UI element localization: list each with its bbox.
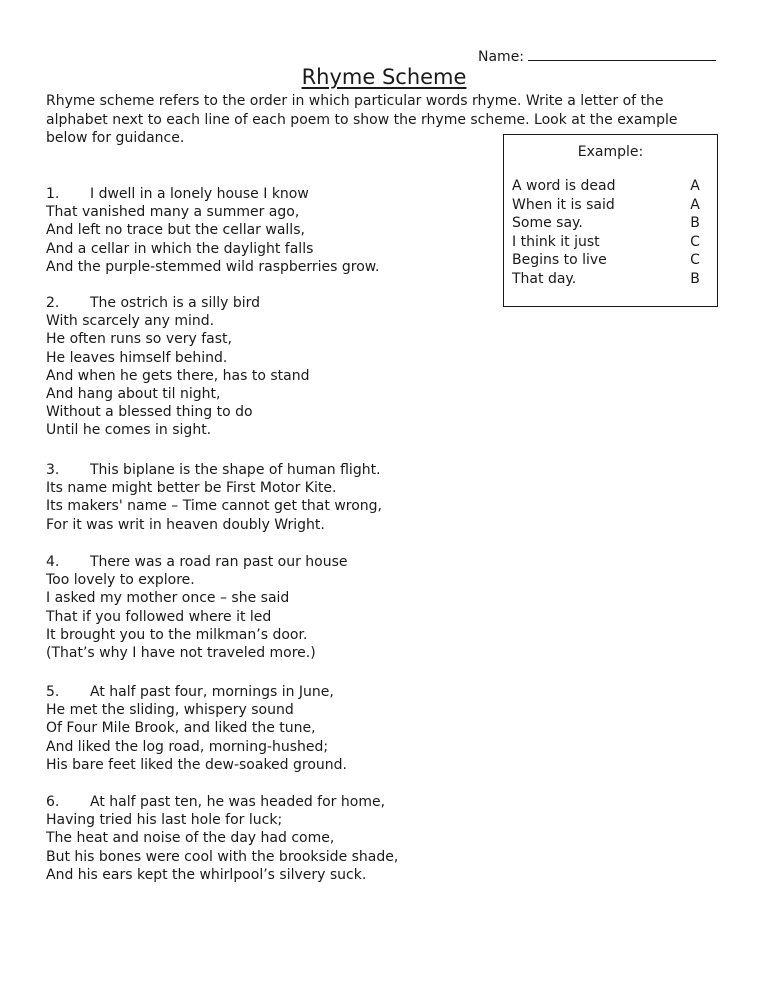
poem-line-text: At half past four, mornings in June, <box>90 684 334 700</box>
poem-line <box>46 553 348 571</box>
poem-line: And when he gets there, has to stand <box>46 367 310 384</box>
poem-line: That vanished many a summer ago, <box>46 204 300 221</box>
poem-line: Its makers' name – Time cannot get that wrong, <box>46 498 382 515</box>
poem-line-text: There was a road ran past our house <box>90 554 348 570</box>
example-line <box>512 214 707 233</box>
name-label: Name: <box>478 49 525 65</box>
poem-line <box>46 793 398 811</box>
poem-line <box>46 683 347 701</box>
example-heading: Example: <box>577 144 644 160</box>
poem-line-text: I dwell in a lonely house I know <box>90 186 309 202</box>
poem-line: He met the sliding, whispery sound <box>46 702 294 719</box>
poem-line: With scarcely any mind. <box>46 313 215 330</box>
example-line-letter: B <box>690 270 700 287</box>
example-line-text: A word is dead <box>512 178 616 194</box>
example-line-letter: A <box>690 178 700 194</box>
poem-line-text: The ostrich is a silly bird <box>90 295 261 311</box>
poem-line: And hang about til night, <box>46 386 221 403</box>
instructions: Rhyme scheme refers to the order in which particular words rhyme. Write a letter of the alphabet next to each line of each poem to show the rhyme scheme. Look at the example below for guidance. <box>46 93 678 146</box>
example-line-text: I think it just <box>512 233 600 250</box>
example-box <box>503 134 718 307</box>
example-line-text: When it is said <box>512 196 615 213</box>
example-lines <box>512 177 707 288</box>
name-field <box>478 46 716 66</box>
example-line-text: Begins to live <box>512 252 607 268</box>
example-line <box>512 196 707 215</box>
poem-number: 1. <box>46 186 60 202</box>
poem-line: (That’s why I have not traveled more.) <box>46 645 316 662</box>
poem-line: And a cellar in which the daylight falls <box>46 240 314 257</box>
example-line-letter: A <box>690 196 700 213</box>
example-line-letter: C <box>690 252 700 268</box>
poem-line: And his ears kept the whirlpool’s silvery suck. <box>46 866 367 883</box>
poem-line: Without a blessed thing to do <box>46 404 253 421</box>
poem-line: And liked the log road, morning-hushed; <box>46 738 329 755</box>
example-line <box>512 251 707 270</box>
poem-line: That if you followed where it led <box>46 608 272 625</box>
poem-5 <box>46 683 347 774</box>
page-title: Rhyme Scheme <box>301 65 467 89</box>
poem-line: He often runs so very fast, <box>46 331 232 348</box>
poem-line: Its name might better be First Motor Kite. <box>46 480 337 497</box>
example-line-text: Some say. <box>512 215 583 231</box>
poem-6 <box>46 793 398 884</box>
poem-line: Having tried his last hole for luck; <box>46 812 283 829</box>
name-blank-line[interactable] <box>528 46 716 61</box>
example-line-text: That day. <box>512 270 577 287</box>
poem-line <box>46 185 379 203</box>
poem-line: For it was writ in heaven doubly Wright. <box>46 516 325 533</box>
poem-number: 6. <box>46 794 60 810</box>
poem-line-text: This biplane is the shape of human flight. <box>90 462 381 478</box>
poem-line-text: At half past ten, he was headed for home, <box>90 794 386 810</box>
poem-number: 2. <box>46 295 60 311</box>
poem-2 <box>46 294 309 440</box>
poem-line <box>46 461 382 479</box>
poem-line: The heat and noise of the day had come, <box>46 830 335 847</box>
poem-line: I asked my mother once – she said <box>46 590 290 607</box>
poem-number: 5. <box>46 684 60 700</box>
poem-line: He leaves himself behind. <box>46 349 228 366</box>
poem-1 <box>46 185 379 276</box>
poem-line: His bare feet liked the dew-soaked ground. <box>46 756 347 773</box>
example-line <box>512 177 707 196</box>
example-line-letter: B <box>690 215 700 231</box>
poem-line: Of Four Mile Brook, and liked the tune, <box>46 720 316 737</box>
example-line-letter: C <box>690 233 700 250</box>
poem-line: Too lovely to explore. <box>46 572 195 589</box>
poem-number: 3. <box>46 462 60 478</box>
poem-line: Until he comes in sight. <box>46 422 212 439</box>
poem-line: It brought you to the milkman’s door. <box>46 626 308 643</box>
poem-line: And left no trace but the cellar walls, <box>46 222 305 239</box>
poem-4 <box>46 553 348 662</box>
poem-3 <box>46 461 382 534</box>
poem-line: And the purple-stemmed wild raspberries grow. <box>46 258 380 275</box>
poem-line: But his bones were cool with the brookside shade, <box>46 848 399 865</box>
example-line <box>512 270 707 289</box>
poem-number: 4. <box>46 554 60 570</box>
example-line <box>512 233 707 252</box>
poem-line <box>46 294 309 312</box>
